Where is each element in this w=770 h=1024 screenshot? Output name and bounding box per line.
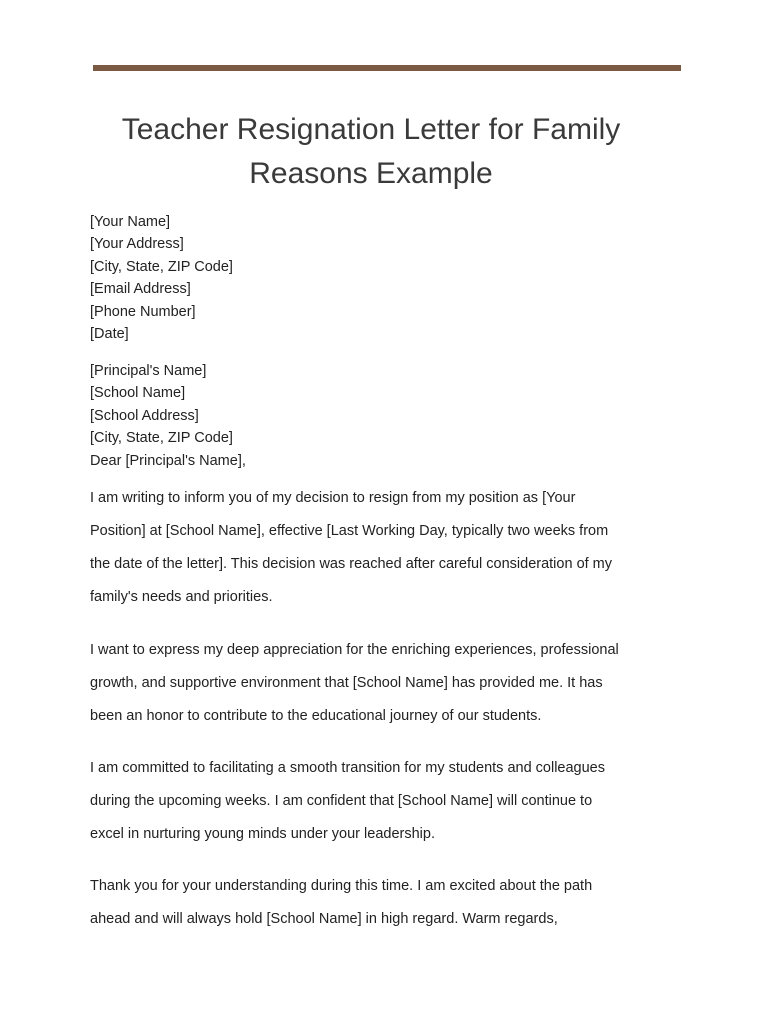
paragraph-line: Position] at [School Name], effective [Last Working Day, typically two weeks from <box>90 523 609 539</box>
paragraph-transition <box>90 752 690 851</box>
paragraph-line: family's needs and priorities. <box>90 589 273 605</box>
paragraph-line: Thank you for your understanding during this time. I am excited about the path <box>90 878 593 894</box>
header-divider <box>93 65 681 71</box>
recipient-address-block <box>90 360 246 472</box>
document-title <box>90 108 652 196</box>
sender-email: [Email Address] <box>90 281 191 298</box>
paragraph-line: excel in nurturing young minds under your leadership. <box>90 826 435 842</box>
paragraph-resignation-notice <box>90 482 690 614</box>
paragraph-appreciation <box>90 634 690 733</box>
recipient-name: [Principal's Name] <box>90 363 207 379</box>
paragraph-line: been an honor to contribute to the educational journey of our students. <box>90 708 542 724</box>
recipient-school-address: [School Address] <box>90 407 199 424</box>
sender-address: [Your Address] <box>90 236 184 253</box>
recipient-city-state-zip: [City, State, ZIP Code] <box>90 430 233 447</box>
paragraph-line: ahead and will always hold [School Name] in high regard. Warm regards, <box>90 911 558 927</box>
sender-name: [Your Name] <box>90 214 171 230</box>
paragraph-line: growth, and supportive environment that [School Name] has provided me. It has <box>90 675 603 691</box>
sender-phone: [Phone Number] <box>90 303 196 320</box>
sender-address-block <box>90 211 233 345</box>
paragraph-line: during the upcoming weeks. I am confident that [School Name] will continue to <box>90 793 593 809</box>
paragraph-line: I want to express my deep appreciation for the enriching experiences, professional <box>90 642 619 658</box>
paragraph-line: the date of the letter]. This decision was reached after careful consideration of my <box>90 556 613 572</box>
paragraph-closing <box>90 870 690 936</box>
title-line-2: Reasons Example <box>249 157 493 190</box>
paragraph-line: I am writing to inform you of my decision to resign from my position as [Your <box>90 490 576 506</box>
recipient-school-name: [School Name] <box>90 385 186 402</box>
title-line-1: Teacher Resignation Letter for Family <box>121 113 621 146</box>
paragraph-line: I am committed to facilitating a smooth transition for my students and colleagues <box>90 760 605 776</box>
letter-date: [Date] <box>90 326 129 343</box>
sender-city-state-zip: [City, State, ZIP Code] <box>90 258 233 275</box>
salutation: Dear [Principal's Name], <box>90 452 246 469</box>
